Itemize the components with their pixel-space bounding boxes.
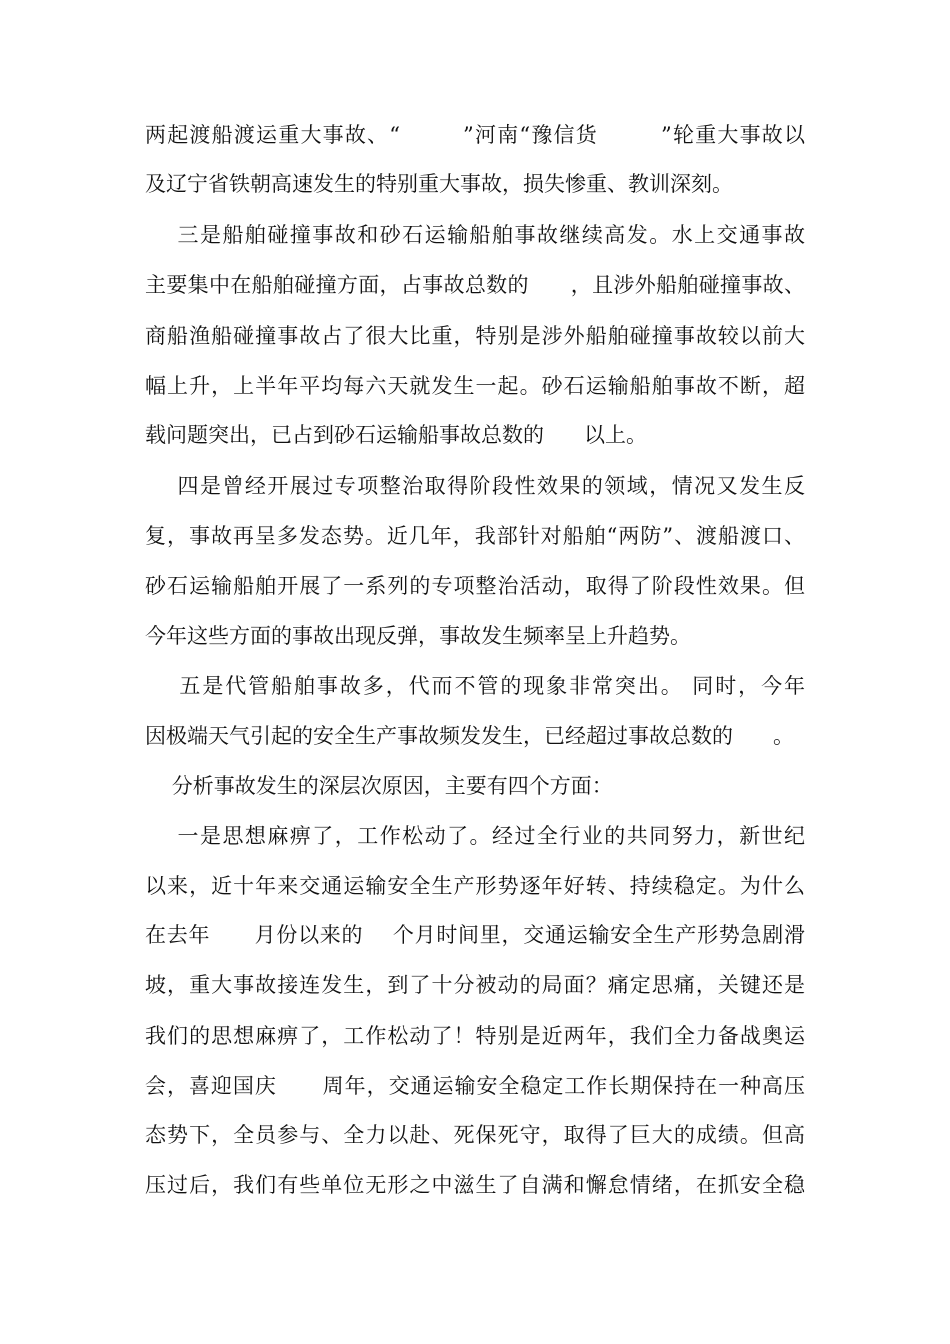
text-line: 商船渔船碰撞事故占了很大比重，特别是涉外船舶碰撞事故较以前大 (145, 324, 805, 348)
text-line: 分析事故发生的深层次原因，主要有四个方面： (145, 774, 613, 798)
text-line: 因极端天气引起的安全生产事故频发发生，已经超过事故总数的 。 (145, 724, 795, 748)
text-line: 复，事故再呈多发态势。近几年，我部针对船舶“两防”、渡船渡口、 (145, 524, 805, 548)
text-line: 四是曾经开展过专项整治取得阶段性效果的领域，情况又发生反 (145, 474, 805, 498)
text-line: 三是船舶碰撞事故和砂石运输船舶事故继续高发。水上交通事故 (145, 223, 805, 247)
text-line: 两起渡船渡运重大事故、“ ”河南“豫信货 ”轮重大事故以 (145, 123, 805, 147)
text-line: 主要集中在船舶碰撞方面，占事故总数的 ，且涉外船舶碰撞事故、 (145, 273, 805, 297)
text-line: 砂石运输船舶开展了一系列的专项整治活动，取得了阶段性效果。但 (145, 574, 805, 598)
text-line: 压过后，我们有些单位无形之中滋生了自满和懈怠情绪，在抓安全稳 (145, 1173, 805, 1197)
text-line: 坡，重大事故接连发生，到了十分被动的局面？痛定思痛，关键还是 (145, 973, 805, 997)
text-line: 以来，近十年来交通运输安全生产形势逐年好转、持续稳定。为什么 (145, 874, 805, 898)
text-line: 会，喜迎国庆 周年，交通运输安全稳定工作长期保持在一种高压 (145, 1074, 805, 1098)
text-line: 今年这些方面的事故出现反弹，事故发生频率呈上升趋势。 (145, 624, 691, 648)
text-line: 及辽宁省铁朝高速发生的特别重大事故，损失惨重、教训深刻。 (145, 172, 733, 196)
text-line: 五是代管船舶事故多，代而不管的现象非常突出。 同时，今年 (145, 674, 805, 698)
text-line: 幅上升，上半年平均每六天就发生一起。砂石运输船舶事故不断，超 (145, 374, 805, 398)
text-line: 态势下，全员参与、全力以赴、死保死守，取得了巨大的成绩。但高 (145, 1123, 805, 1147)
text-line: 载问题突出，已占到砂石运输船事故总数的 以上。 (145, 423, 648, 447)
text-line: 一是思想麻痹了，工作松动了。经过全行业的共同努力，新世纪 (145, 824, 805, 848)
text-line: 我们的思想麻痹了，工作松动了！特别是近两年，我们全力备战奥运 (145, 1024, 805, 1048)
text-line: 在去年 月份以来的 个月时间里，交通运输安全生产形势急剧滑 (145, 923, 805, 947)
